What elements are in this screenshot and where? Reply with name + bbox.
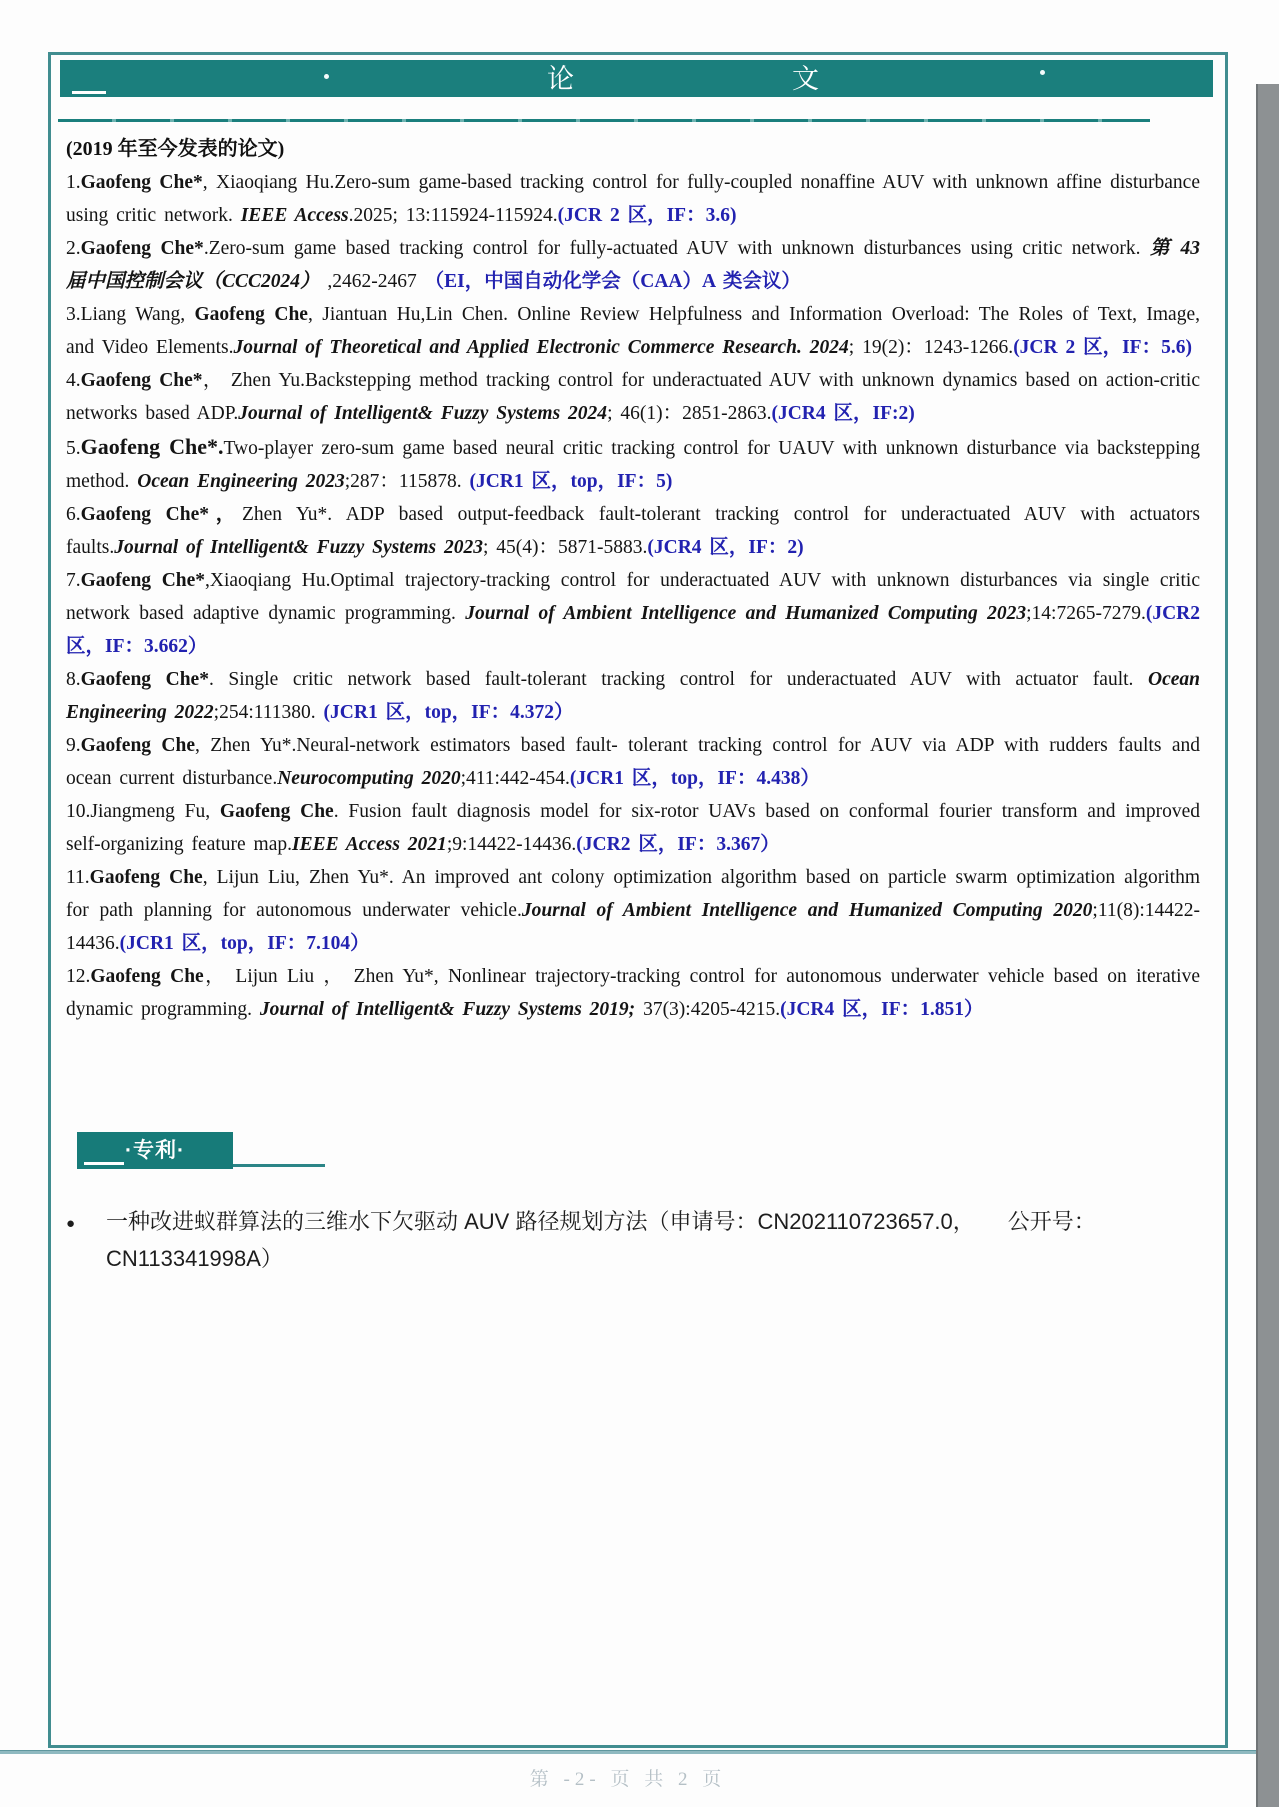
publication-item — [66, 861, 1200, 960]
pub-segment-n: .Zero-sum game based tracking control for fully-actuated AUV with unknown disturbances using critic network. — [203, 238, 1150, 259]
pub-segment-blue: (JCR2 区，IF：3.662） — [66, 603, 1201, 657]
publication-item — [66, 232, 1200, 298]
pub-segment-bi: Journal of Ambient Intelligence and Humanized Computing 2020 — [521, 900, 1093, 921]
pub-segment-bi: Journal of Intelligent& Fuzzy Systems 2023 — [114, 537, 483, 558]
pub-segment-n: ; 46(1)：2851-2863. — [607, 403, 772, 424]
badge-underscore-decoration — [84, 1162, 124, 1165]
pub-segment-blue: (JCR 2 区，IF：3.6) — [557, 205, 737, 226]
pub-segment-n: 37(3):4205-4215. — [635, 999, 781, 1020]
publication-item — [66, 960, 1200, 1026]
pub-segment-n: ,2462-2467 — [319, 271, 425, 292]
pub-segment-b2: Gaofeng Che*. — [80, 434, 224, 459]
pub-segment-b: Gaofeng Che* — [80, 172, 203, 193]
pub-segment-n: . Fusion fault diagnosis model for six-rotor UAVs based on conformal fourier transform and improved self-organizing feature map. — [66, 801, 1200, 855]
publications-header-bar — [60, 60, 1213, 97]
pub-segment-n: 9. — [66, 735, 81, 756]
pub-segment-b: Gaofeng Che — [80, 735, 196, 756]
pub-segment-b: Gaofeng Che* — [80, 238, 204, 259]
pub-segment-blue: (JCR1 区，top，IF：5) — [469, 471, 673, 492]
patent-item-text: 一种改进蚁群算法的三维水下欠驱动 AUV 路径规划方法（申请号：CN202110723657.0， 公开号：CN113341998A） — [106, 1209, 1096, 1271]
pub-segment-n: ;411:442-454. — [460, 768, 570, 789]
pub-segment-n: ;254:111380. — [213, 702, 324, 723]
pub-segment-n: 7. — [66, 570, 81, 591]
pub-segment-b: Gaofeng Che — [194, 304, 308, 325]
publication-item — [66, 564, 1200, 663]
pub-segment-bi: Journal of Intelligent& Fuzzy Systems 2024 — [238, 403, 608, 424]
publication-item — [66, 298, 1200, 364]
pub-segment-n: 5. — [66, 438, 81, 459]
pub-segment-n: 3.Liang Wang, — [66, 304, 195, 325]
header-title-right: 文 — [792, 64, 819, 94]
footer-divider — [0, 1750, 1256, 1754]
pub-segment-b: Gaofeng Che — [219, 801, 334, 822]
header-dot-icon — [324, 74, 329, 79]
pub-segment-bi: Journal of Ambient Intelligence and Humanized Computing 2023 — [465, 603, 1027, 624]
pub-segment-n: ;11(8):14422-14436. — [66, 900, 1200, 954]
pub-segment-blue: (JCR4 区，IF:2) — [771, 403, 915, 424]
pub-segment-n: Two-player zero-sum game based neural critic tracking control for UAUV with unknown disturbance via backstepping method. — [66, 438, 1201, 492]
pub-segment-b: Gaofeng Che* — [80, 370, 203, 391]
patents-badge-label: ·专利· — [125, 1139, 185, 1162]
pub-segment-n: 11. — [66, 867, 90, 888]
header-dot-icon — [1040, 70, 1045, 75]
publication-item — [66, 663, 1200, 729]
pub-segment-n: 1. — [66, 172, 81, 193]
pub-segment-b: Gaofeng Che — [90, 966, 204, 987]
pub-segment-blue: (JCR4 区，IF：2) — [647, 537, 804, 558]
pub-segment-n: ,Xiaoqiang Hu.Optimal trajectory-tracking control for underactuated AUV with unknown disturbances via single critic network based adaptive dynamic programming. — [66, 570, 1200, 624]
pub-segment-n: 6. — [66, 504, 81, 525]
pub-segment-n: ; 19(2)：1243-1266. — [848, 337, 1014, 358]
pub-segment-bi: Journal of Intelligent& Fuzzy Systems 2019; — [259, 999, 636, 1020]
pub-segment-blue: (JCR4 区，IF：1.851） — [780, 999, 984, 1020]
pub-segment-n: , Lijun Liu, Zhen Yu*. An improved ant colony optimization algorithm based on particle swarm optimization algorithm for path planning for autonomous underwater vehicle. — [66, 867, 1200, 921]
header-divider — [58, 119, 1150, 122]
pub-segment-bi: 第 43 届中国控制会议（CCC2024） — [66, 238, 1200, 292]
publication-list — [66, 166, 1200, 1026]
publication-item — [66, 166, 1200, 232]
badge-tail-line — [233, 1164, 325, 1167]
page-edge-shadow — [1256, 84, 1279, 1807]
pub-segment-n: Zhen Yu*. ADP based output-feedback fault-tolerant tracking control for underactuated AUV with actuators faults. — [66, 504, 1200, 558]
pub-segment-blue: (JCR 2 区，IF：5.6) — [1013, 337, 1192, 358]
pub-segment-n: 10.Jiangmeng Fu, — [66, 801, 220, 822]
pub-segment-n: 2. — [66, 238, 81, 259]
pub-segment-blue: (JCR1 区，top，IF：4.372） — [323, 702, 574, 723]
header-dash-decoration — [72, 91, 106, 94]
pub-segment-bi: Neurocomputing 2020 — [277, 768, 461, 789]
pub-segment-blue: (JCR2 区，IF：3.367） — [576, 834, 780, 855]
pub-segment-bi: IEEE Access — [240, 205, 349, 226]
page-number: 第 -2- 页 共 2 页 — [529, 1769, 727, 1790]
header-title-left: 论 — [547, 64, 574, 94]
pub-segment-b: Gaofeng Che* — [80, 570, 206, 591]
patent-bullet-icon: ● — [66, 1215, 76, 1232]
pub-segment-n: , Zhen Yu*.Neural-network estimators based fault- tolerant tracking control for AUV via ADP with rudders faults and ocean current disturbance. — [66, 735, 1200, 789]
pub-segment-n: .2025; 13:115924-115924. — [348, 205, 558, 226]
pub-segment-bi: Ocean Engineering 2022 — [66, 669, 1200, 723]
pub-segment-blue: （EI，中国自动化学会（CAA）A 类会议） — [424, 271, 801, 292]
pub-segment-bi: IEEE Access 2021 — [292, 834, 447, 855]
pub-segment-n: . Single critic network based fault-tolerant tracking control for underactuated AUV with actuator fault. — [208, 669, 1148, 690]
pub-segment-blue: (JCR1 区，top，IF：7.104） — [119, 933, 370, 954]
pub-segment-n: ;14:7265-7279. — [1026, 603, 1146, 624]
pub-segment-n: ; 45(4)：5871-5883. — [482, 537, 648, 558]
pub-segment-blue: (JCR1 区，top，IF：4.438） — [569, 768, 820, 789]
publications-section — [66, 134, 1200, 1026]
pub-segment-bi: Ocean Engineering 2023 — [137, 471, 345, 492]
pub-segment-n: ， Zhen Yu.Backstepping method tracking control for underactuated AUV with unknown dynamics based on action-critic networks based ADP. — [66, 370, 1200, 424]
pub-segment-b: Gaofeng Che — [89, 867, 203, 888]
pub-segment-n: ， Lijun Liu ， Zhen Yu*, Nonlinear trajectory-tracking control for autonomous underwater vehicle based on iterative dynamic programming. — [66, 966, 1201, 1020]
pub-segment-n: ;287：115878. — [344, 471, 470, 492]
pub-segment-n: 8. — [66, 669, 81, 690]
pub-segment-n: , Jiantuan Hu,Lin Chen. Online Review Helpfulness and Information Overload: The Roles of Text, Image, and Video Elements. — [66, 304, 1200, 358]
publication-item — [66, 430, 1200, 498]
pub-segment-n: 4. — [66, 370, 81, 391]
patent-item — [66, 1203, 1206, 1277]
publication-item — [66, 795, 1200, 861]
pub-segment-n: ;9:14422-14436. — [446, 834, 577, 855]
publication-item — [66, 364, 1200, 430]
pub-segment-n: 12. — [66, 966, 91, 987]
publication-item — [66, 729, 1200, 795]
publications-subtitle: (2019 年至今发表的论文) — [66, 138, 285, 160]
publication-item — [66, 498, 1200, 564]
pub-segment-b: Gaofeng Che* — [80, 669, 209, 690]
pub-segment-bi: Journal of Theoretical and Applied Electronic Commerce Research. 2024 — [233, 337, 849, 358]
pub-segment-b: Gaofeng Che*， — [80, 504, 242, 525]
pub-segment-n: , Xiaoqiang Hu.Zero-sum game-based tracking control for fully-coupled nonaffine AUV with unknown affine disturbance using critic network. — [66, 172, 1200, 226]
